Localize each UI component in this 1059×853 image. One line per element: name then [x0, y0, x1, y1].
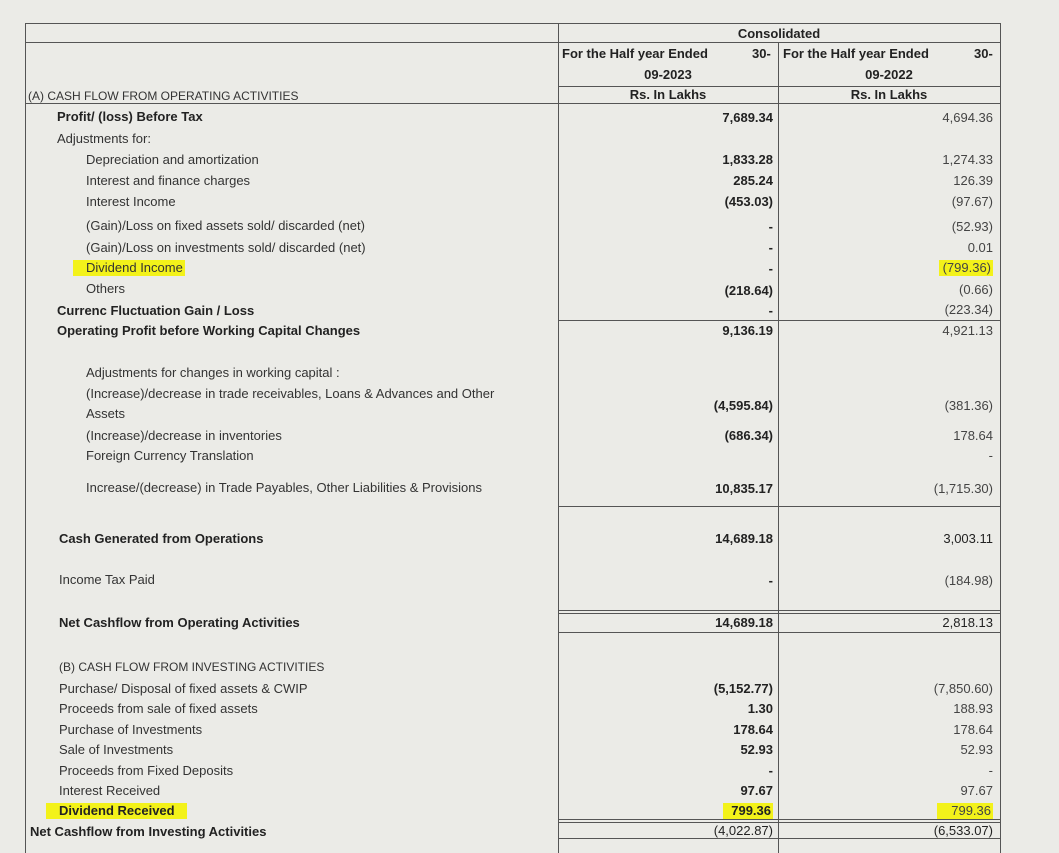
row-label-adjustments: Adjustments for:: [57, 131, 151, 146]
row-label-net-cashflow-investing: Net Cashflow from Investing Activities: [30, 824, 267, 839]
row-v2-fixed-deposits: -: [988, 763, 993, 778]
row-v1-dividend-income: -: [768, 261, 773, 276]
row-v1-gain-fixed-assets: -: [768, 219, 773, 234]
column-divider-1: [558, 23, 559, 853]
row-label-gain-investments: (Gain)/Loss on investments sold/ discarded (net): [86, 240, 366, 255]
row-v1-proceeds-fixed-assets: 1.30: [747, 701, 773, 716]
row-v2-fx-translation: -: [988, 448, 993, 463]
row-label-assets: Assets: [86, 406, 126, 421]
row-v1-gain-investments: -: [768, 240, 773, 255]
subtotal-rule-payables: [558, 506, 1000, 507]
col2-header-line2: 09-2022: [865, 67, 913, 82]
row-v2-interest-income: (97.67): [951, 194, 993, 209]
col1-header-line2: 09-2023: [644, 67, 692, 82]
row-v1-others: (218.64): [724, 283, 773, 298]
row-v1-interest-charges: 285.24: [733, 173, 773, 188]
subtotal-rule-net-op-3: [558, 632, 1000, 633]
row-v2-inventories: 178.64: [953, 428, 993, 443]
row-label-interest-charges: Interest and finance charges: [86, 173, 251, 188]
table-border-left: [25, 23, 26, 853]
row-label-purchase-investments: Purchase of Investments: [59, 722, 203, 737]
row-label-trade-receivables: (Increase)/decrease in trade receivables, Loans & Advances and Other: [86, 386, 495, 401]
row-v1-operating-profit: 9,136.19: [722, 323, 773, 338]
subtotal-rule-net-op-2: [558, 613, 1000, 614]
row-v2-gain-fixed-assets: (52.93): [951, 219, 993, 234]
column-divider-2: [778, 42, 779, 853]
row-v1-profit-before-tax: 7,689.34: [722, 110, 773, 125]
row-label-fixed-deposits: Proceeds from Fixed Deposits: [59, 763, 234, 778]
row-label-fx-translation: Foreign Currency Translation: [86, 448, 254, 463]
subtotal-rule-net-inv: [558, 819, 1000, 820]
subtotal-rule-op-profit: [558, 320, 1000, 321]
table-border-right: [1000, 23, 1001, 853]
row-v2-gain-investments: 0.01: [967, 240, 993, 255]
row-v2-net-cashflow-investing: (6,533.07): [933, 823, 993, 838]
row-v2-profit-before-tax: 4,694.36: [942, 110, 993, 125]
row-v2-sale-investments: 52.93: [960, 742, 993, 757]
row-label-dividend-income: Dividend Income: [73, 260, 185, 276]
section-b-title: (B) CASH FLOW FROM INVESTING ACTIVITIES: [59, 660, 325, 674]
header-consolidated: Consolidated: [737, 26, 821, 41]
row-v1-interest-income: (453.03): [724, 194, 773, 209]
row-label-depreciation: Depreciation and amortization: [86, 152, 259, 167]
header-rule: [25, 42, 1000, 43]
row-v1-depreciation: 1,833.28: [722, 152, 773, 167]
row-label-dividend-received: Dividend Received: [46, 803, 187, 819]
row-v1-assets: (4,595.84): [713, 398, 773, 413]
row-v1-interest-received: 97.67: [740, 783, 773, 798]
row-v1-income-tax: -: [768, 573, 773, 588]
row-v2-interest-received: 97.67: [960, 783, 993, 798]
row-label-interest-income: Interest Income: [86, 194, 176, 209]
row-v2-operating-profit: 4,921.13: [942, 323, 993, 338]
row-v2-trade-payables: (1,715.30): [933, 481, 993, 496]
row-v2-dividend-received: 799.36: [937, 803, 993, 819]
row-v2-purchase-investments: 178.64: [953, 722, 993, 737]
row-label-inventories: (Increase)/decrease in inventories: [86, 428, 282, 443]
row-label-sale-investments: Sale of Investments: [59, 742, 174, 757]
col2-header-suffix: 30-: [974, 46, 993, 61]
row-v1-trade-payables: 10,835.17: [715, 481, 773, 496]
row-label-operating-profit: Operating Profit before Working Capital Changes: [57, 323, 361, 338]
col1-unit: Rs. In Lakhs: [629, 87, 707, 102]
row-v2-depreciation: 1,274.33: [942, 152, 993, 167]
row-v2-dividend-income: (799.36): [939, 260, 993, 276]
row-v2-assets: (381.36): [944, 398, 993, 413]
row-label-currency-fluctuation: Currenc Fluctuation Gain / Loss: [57, 303, 255, 318]
row-v2-income-tax: (184.98): [944, 573, 993, 588]
row-label-profit-before-tax: Profit/ (loss) Before Tax: [57, 109, 203, 124]
table-border-top: [25, 23, 1000, 24]
row-label-others: Others: [86, 281, 126, 296]
row-label-income-tax: Income Tax Paid: [59, 572, 155, 587]
row-v2-currency-fluctuation: (223.34): [944, 302, 993, 317]
row-v1-sale-investments: 52.93: [740, 742, 773, 757]
row-label-net-cashflow-operating: Net Cashflow from Operating Activities: [59, 615, 300, 630]
col1-header-line1: For the Half year Ended: [562, 46, 708, 61]
row-v2-cash-generated: 3,003.11: [943, 531, 993, 546]
row-label-purchase-fixed-assets: Purchase/ Disposal of fixed assets & CWIP: [59, 681, 308, 696]
row-label-interest-received: Interest Received: [59, 783, 161, 798]
col2-header-line1: For the Half year Ended: [783, 46, 929, 61]
row-v1-inventories: (686.34): [724, 428, 773, 443]
row-v2-proceeds-fixed-assets: 188.93: [953, 701, 993, 716]
row-v1-currency-fluctuation: -: [768, 303, 773, 318]
row-v2-others: (0.66): [959, 282, 993, 297]
row-v1-net-cashflow-investing: (4,022.87): [713, 823, 773, 838]
row-label-cash-generated: Cash Generated from Operations: [59, 531, 264, 546]
row-v2-purchase-fixed-assets: (7,850.60): [933, 681, 993, 696]
row-v1-purchase-fixed-assets: (5,152.77): [713, 681, 773, 696]
subtotal-rule-net-op: [558, 610, 1000, 611]
col1-header-suffix: 30-: [752, 46, 771, 61]
row-label-wc-adjustments: Adjustments for changes in working capital :: [86, 365, 340, 380]
row-v1-purchase-investments: 178.64: [733, 722, 773, 737]
section-a-title: (A) CASH FLOW FROM OPERATING ACTIVITIES: [28, 89, 299, 103]
row-v2-net-cashflow-operating: 2,818.13: [942, 615, 993, 630]
row-label-proceeds-fixed-assets: Proceeds from sale of fixed assets: [59, 701, 258, 716]
row-v1-fixed-deposits: -: [768, 763, 773, 778]
row-v1-net-cashflow-operating: 14,689.18: [715, 615, 773, 630]
row-v1-dividend-received: 799.36: [723, 803, 773, 819]
col2-unit: Rs. In Lakhs: [850, 87, 928, 102]
row-v2-interest-charges: 126.39: [953, 173, 993, 188]
row-label-trade-payables: Increase/(decrease) in Trade Payables, Other Liabilities & Provisions: [86, 480, 482, 495]
row-label-gain-fixed-assets: (Gain)/Loss on fixed assets sold/ discarded (net): [86, 218, 365, 233]
row-v1-cash-generated: 14,689.18: [715, 531, 773, 546]
